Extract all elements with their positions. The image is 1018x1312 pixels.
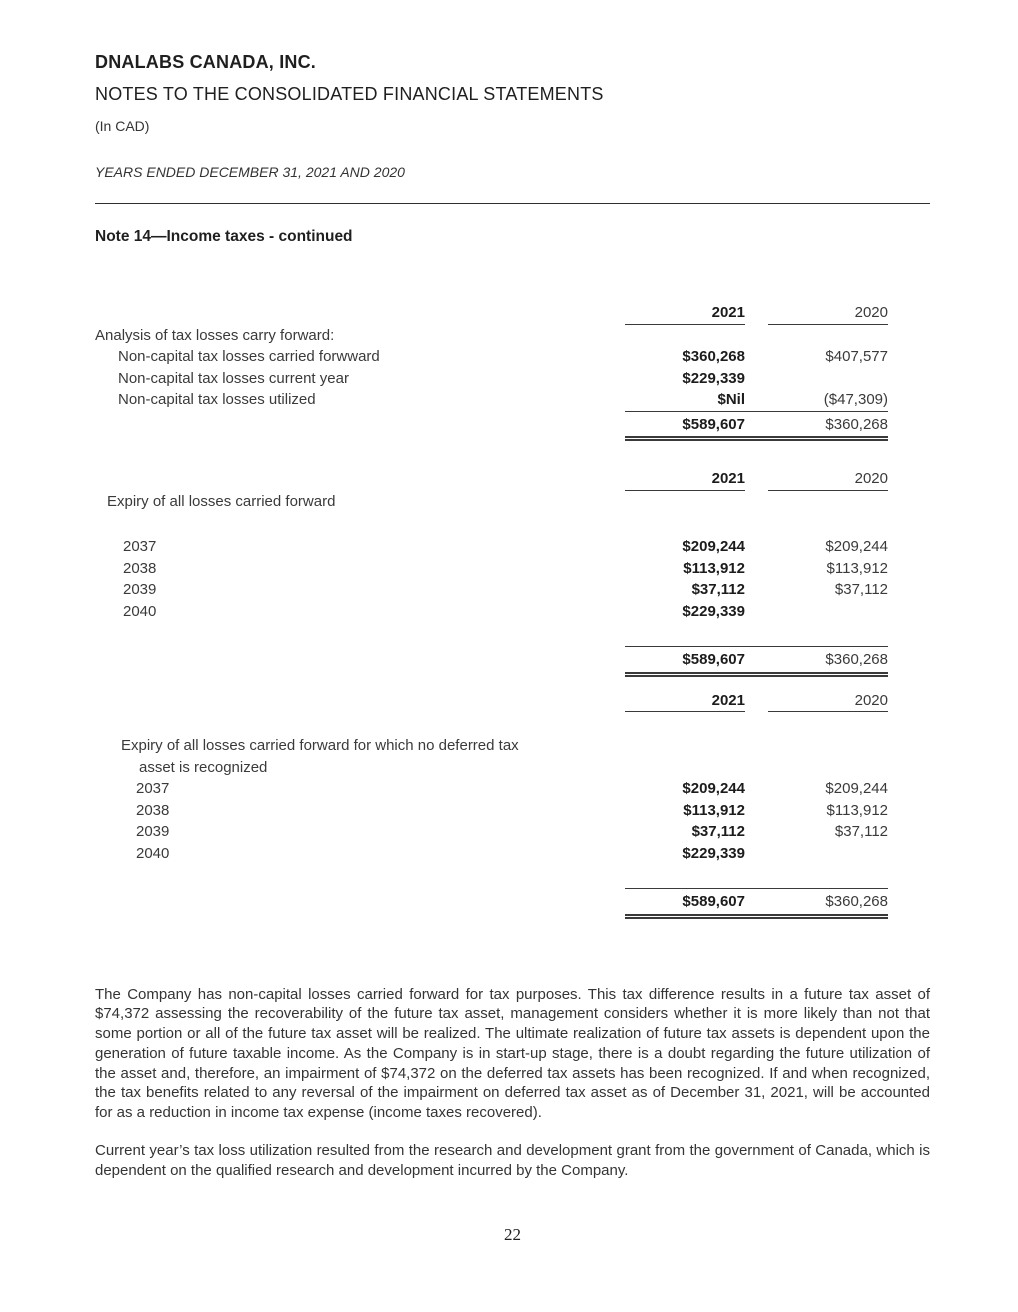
body-paragraph-1: The Company has non-capital losses carried forward for tax purposes. This tax difference results in a future tax asset of $74,372 assessing the recoverability of the future tax asset, management considers whether it is more likely than not that some portion or all of the future tax asset will be realized. The ultimate realization of future tax assets is dependent upon the generation of future taxable income. As the Company is in start-up stage, there is a doubt regarding the future utilization of the asset and, therefore, an impairment of $74,372 on the deferred tax assets has been recognized. If and when recognized, the tax benefits related to any reversal of the impairment on deferred tax asset as of December 31, 2021, will be accounted for as a reduction in income tax expense (income taxes recovered). [95,985,930,1122]
value-2021: $360,268 [682,348,745,365]
table-total-row [95,411,888,442]
note-heading: Note 14—Income taxes - continued [95,228,353,245]
table-total-row [95,888,888,919]
column-header-2020: 2020 [768,690,888,713]
value-2020 [768,368,888,390]
value-2020: $209,244 [825,780,888,797]
value-2020: $37,112 [834,581,888,598]
total-2021: $589,607 [682,651,745,668]
value-2021: $209,244 [682,780,745,797]
total-rule [625,888,888,919]
table-header-row [95,302,888,325]
total-2020: $360,268 [825,893,888,910]
section-label-line2: asset is recognized [139,758,268,776]
tax-loss-analysis-table [95,302,888,441]
row-label: 2039 [136,823,170,840]
table-row [95,346,888,368]
page-number: 22 [504,1224,521,1244]
table-row [95,536,888,558]
column-header-2021: 2021 [625,468,745,491]
total-2020: $360,268 [825,415,888,433]
total-rule [625,646,888,677]
row-label: Non-capital tax losses current year [118,369,349,387]
total-rule [625,411,888,442]
row-label: 2037 [123,538,157,555]
loss-expiry-table [95,468,888,677]
column-header-2020: 2020 [768,468,888,491]
row-label: 2040 [136,844,170,862]
row-label: 2038 [136,801,170,819]
value-2021: $229,339 [682,369,745,387]
company-name: DNALABS CANADA, INC. [95,52,316,72]
value-2020: ($47,309) [823,391,888,408]
column-header-2021: 2021 [625,690,745,713]
table-row [95,558,888,580]
value-2021: $113,912 [683,801,745,819]
value-2020: $407,577 [825,348,888,365]
table-row [95,821,888,843]
value-2021: $229,339 [682,602,745,620]
value-2021: $37,112 [691,581,745,598]
value-2021: $37,112 [691,823,745,840]
body-paragraph-2: Current year’s tax loss utilization resulted from the research and development grant from the government of Canada, which is dependent on the qualified research and development incurred by the Company. [95,1142,930,1179]
section-label-row [95,757,888,779]
table-row [95,800,888,822]
row-label: 2037 [136,780,170,797]
loss-expiry-no-deferred-table [95,690,888,919]
value-2020: $113,912 [826,801,888,819]
table-row [95,601,888,623]
header-rule [95,203,930,204]
value-2021: $229,339 [682,844,745,862]
section-label-row [95,735,888,757]
value-2020 [768,843,888,865]
table-row [95,368,888,390]
row-label: Non-capital tax losses carried forwward [118,348,380,365]
table-row [95,389,888,411]
document-title: NOTES TO THE CONSOLIDATED FINANCIAL STATEMENTS [95,84,604,104]
section-label: Expiry of all losses carried forward [107,492,336,510]
table-total-row [95,646,888,677]
section-label-row [95,325,888,347]
value-2020 [768,601,888,623]
total-2021: $589,607 [682,893,745,910]
value-2020: $37,112 [834,823,888,840]
row-label: 2038 [123,559,157,577]
section-label-row [95,491,888,513]
period-statement: YEARS ENDED DECEMBER 31, 2021 AND 2020 [95,164,405,180]
value-2021: $Nil [717,391,745,408]
column-header-2020: 2020 [768,302,888,325]
table-row [95,843,888,865]
value-2021: $209,244 [682,538,745,555]
table-row [95,579,888,601]
row-label: 2040 [123,602,157,620]
value-2020: $113,912 [826,559,888,577]
body-text [95,985,930,1181]
column-header-2021: 2021 [625,302,745,325]
table-header-row [95,468,888,491]
total-2021: $589,607 [682,415,745,433]
total-2020: $360,268 [825,651,888,668]
section-label-line1: Expiry of all losses carried forward for which no deferred tax [121,737,519,754]
table-row [95,778,888,800]
row-label: 2039 [123,581,157,598]
currency-note: (In CAD) [95,118,150,134]
value-2021: $113,912 [683,559,745,577]
section-label: Analysis of tax losses carry forward: [95,326,335,344]
table-header-row [95,690,888,713]
value-2020: $209,244 [825,538,888,555]
row-label: Non-capital tax losses utilized [118,391,316,408]
